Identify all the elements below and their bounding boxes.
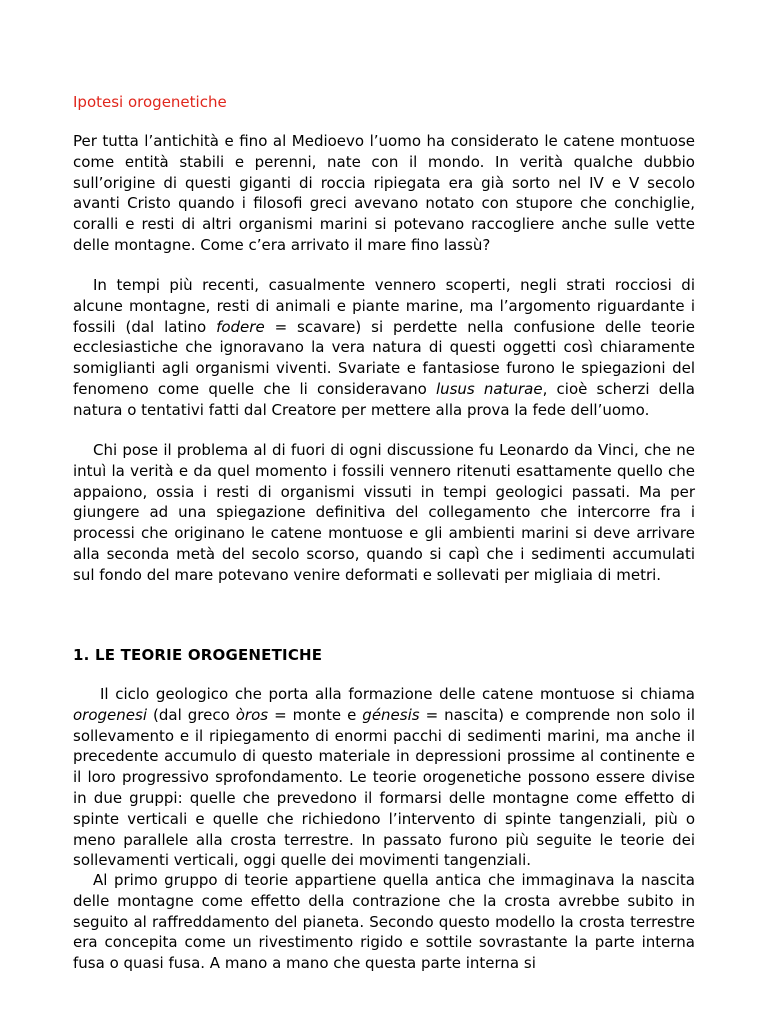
paragraph-fossils [73, 275, 695, 421]
term-fodere: fodere [216, 317, 265, 336]
section-title: 1. LE TEORIE OROGENETICHE [73, 646, 323, 664]
paragraph-fossils-text-a: In tempi più recenti, casualmente vennero scoperti, negli strati rocciosi di alcune montagne, resti di animali e piante marine, ma l’argomento riguardante i fossili (dal latino [73, 276, 695, 336]
paragraph-orogenesi-text-d: = nascita) e comprende non solo il sollevamento e il ripiegamento di enormi pacchi di sedimenti marini, ma anche il precedente accumulo di questo materiale in depressioni prossime al continente e il loro progressivo sprofondamento. Le teorie orogenetiche possono essere divise in due gruppi: quelle che prevedono il formarsi delle montagne come effetto di spinte verticali e quelle che richiedono l’intervento di spinte tangenziali, più o meno parallele alla crosta terrestre. In passato furono più seguite le teorie dei sollevamenti verticali, oggi quelle dei movimenti tangenziali. [73, 705, 695, 870]
paragraph-fossils-text-b: = scavare) si perdette nella confusione delle teorie ecclesiastiche che ignoravano la vera natura di questi oggetti così chiaramente somiglianti agli organismi viventi. Svariate e fantasiose furono le spiegazioni del fenomeno come quelle che li consideravano [73, 317, 695, 398]
paragraph-leonardo: Chi pose il problema al di fuori di ogni discussione fu Leonardo da Vinci, che ne intuì la verità e da quel momento i fossili vennero ritenuti esattamente quello che appaiono, ossia i resti di organismi vissuti in tempi geologici passati. Ma per giungere ad una spiegazione definitiva del collegamento che intercorre fra i processi che originano le catene montuose e gli ambienti marini si deve arrivare alla seconda metà del secolo scorso, quando si capì che i sedimenti accumulati sul fondo del mare potevano venire deformati e sollevati per migliaia di metri. [73, 441, 695, 584]
term-orogenesi: orogenesi [73, 705, 147, 724]
paragraph-fossils-text-c: , cioè scherzi della natura o tentativi fatti dal Creatore per mettere alla prova la fede dell’uomo. [73, 379, 695, 419]
term-genesis: génesis [362, 705, 420, 724]
term-lusus-naturae: lusus naturae [435, 379, 543, 398]
paragraph-contraction: Al primo gruppo di teorie appartiene quella antica che immaginava la nascita delle montagne come effetto della contrazione che la crosta avrebbe subito in seguito al raffreddamento del pianeta. Secondo questo modello la crosta terrestre era concepita come un rivestimento rigido e sottile sovrastante la parte interna fusa o quasi fusa. A mano a mano che questa parte interna si [73, 871, 695, 973]
paragraph-intro: Per tutta l’antichità e fino al Medioevo l’uomo ha considerato le catene montuose come entità stabili e perenni, nate con il mondo. In verità qualche dubbio sull’origine di questi giganti di roccia ripiegata era già sorto nel IV e V secolo avanti Cristo quando i filosofi greci avevano notato con stupore che conchiglie, coralli e resti di altri organismi marini si potevano raccogliere anche sulle vette delle montagne. Come c’era arrivato il mare fino lassù? [73, 132, 695, 254]
paragraph-orogenesi-text-c: = monte e [268, 705, 363, 724]
page-heading: Ipotesi orogenetiche [73, 93, 227, 111]
term-oros: òros [235, 705, 269, 724]
paragraph-orogenesi-text-a: Il ciclo geologico che porta alla formazione delle catene montuose si chiama [100, 685, 695, 703]
paragraph-orogenesi [73, 684, 695, 871]
paragraph-orogenesi-text-b: (dal greco [147, 705, 236, 724]
